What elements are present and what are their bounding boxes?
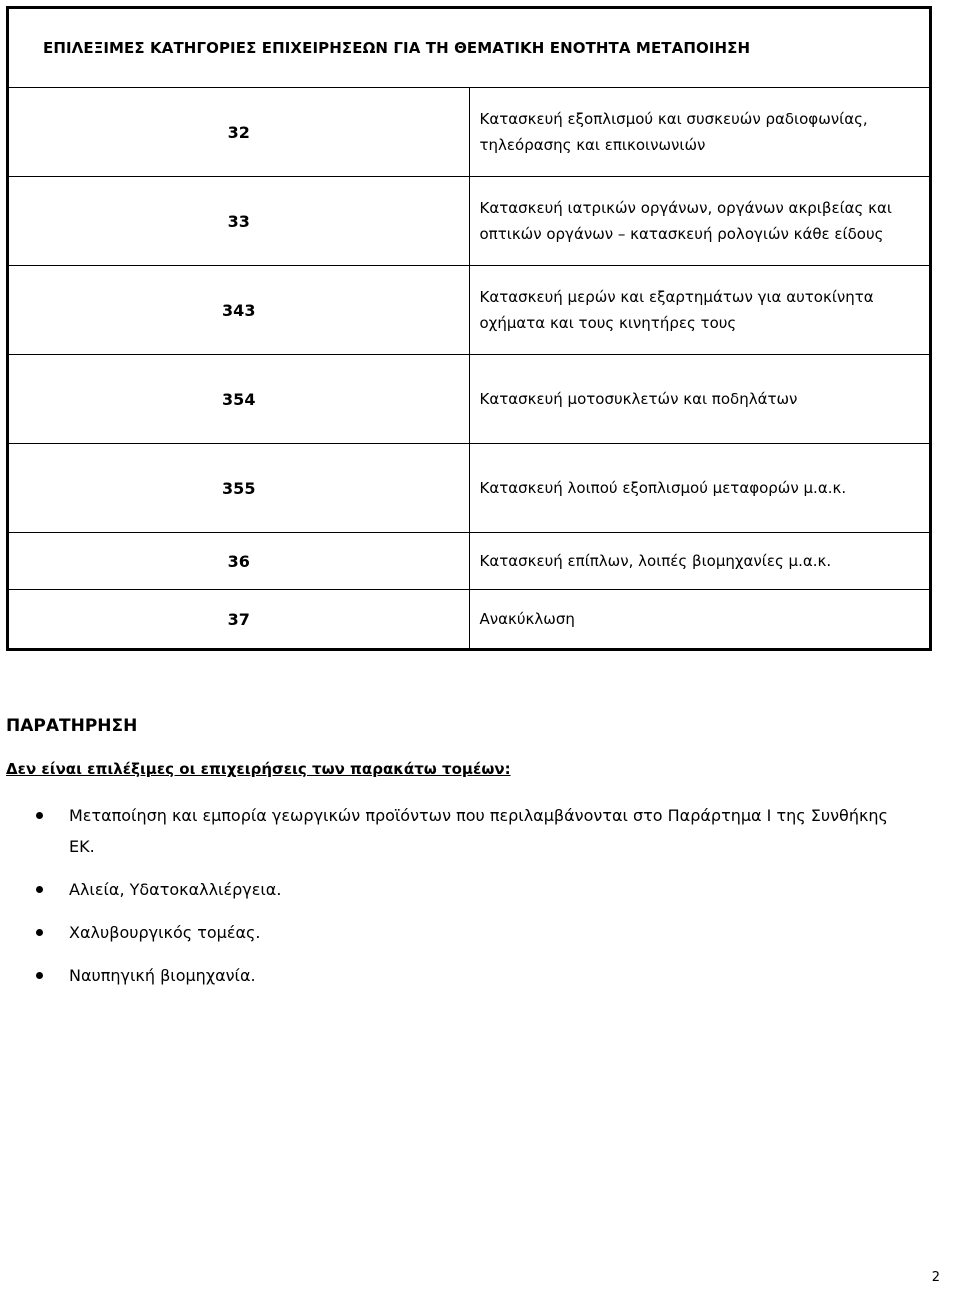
row-code: 36 — [8, 533, 470, 590]
list-item — [36, 800, 896, 862]
table-row — [8, 177, 931, 266]
list-item — [36, 917, 896, 948]
list-item-text: Μεταποίηση και εμπορία γεωργικών προϊόντων που περιλαμβάνονται στο Παράρτημα Ι της Συνθήκης ΕΚ. — [69, 806, 888, 856]
note-title: ΠΑΡΑΤΗΡΗΣΗ — [6, 716, 138, 736]
row-description: Κατασκευή μερών και εξαρτημάτων για αυτοκίνητα οχήματα και τους κινητήρες τους — [469, 266, 931, 355]
row-description: Κατασκευή εξοπλισμού και συσκευών ραδιοφωνίας, τηλεόρασης και επικοινωνιών — [469, 88, 931, 177]
row-code: 33 — [8, 177, 470, 266]
table-row — [8, 444, 931, 533]
table-row — [8, 533, 931, 590]
bullet-icon — [36, 812, 43, 819]
row-description: Ανακύκλωση — [469, 590, 931, 650]
bullet-icon — [36, 886, 43, 893]
excluded-sectors-list — [36, 800, 896, 1003]
row-description: Κατασκευή λοιπού εξοπλισμού μεταφορών μ.α.κ. — [469, 444, 931, 533]
categories-table — [6, 6, 932, 651]
list-item-text: Αλιεία, Υδατοκαλλιέργεια. — [69, 880, 282, 899]
list-item — [36, 874, 896, 905]
row-code: 32 — [8, 88, 470, 177]
row-description: Κατασκευή μοτοσυκλετών και ποδηλάτων — [469, 355, 931, 444]
table-row — [8, 266, 931, 355]
table-row — [8, 355, 931, 444]
bullet-icon — [36, 972, 43, 979]
table-title: ΕΠΙΛΕΞΙΜΕΣ ΚΑΤΗΓΟΡΙΕΣ ΕΠΙΧΕΙΡΗΣΕΩΝ ΓΙΑ ΤΗ ΘΕΜΑΤΙΚΗ ΕΝΟΤΗΤΑ ΜΕΤΑΠΟΙΗΣΗ — [8, 8, 931, 88]
row-code: 37 — [8, 590, 470, 650]
note-subtitle: Δεν είναι επιλέξιμες οι επιχειρήσεις των παρακάτω τομέων: — [6, 760, 511, 778]
row-code: 343 — [8, 266, 470, 355]
row-description: Κατασκευή επίπλων, λοιπές βιομηχανίες μ.α.κ. — [469, 533, 931, 590]
list-item — [36, 960, 896, 991]
row-code: 355 — [8, 444, 470, 533]
row-code: 354 — [8, 355, 470, 444]
table-row — [8, 88, 931, 177]
page-number: 2 — [931, 1270, 940, 1285]
table-header-row — [8, 8, 931, 88]
list-item-text: Χαλυβουργικός τομέας. — [69, 923, 261, 942]
row-description: Κατασκευή ιατρικών οργάνων, οργάνων ακριβείας και οπτικών οργάνων – κατασκευή ρολογιών κάθε είδους — [469, 177, 931, 266]
list-item-text: Ναυπηγική βιομηχανία. — [69, 966, 256, 985]
bullet-icon — [36, 929, 43, 936]
table-row — [8, 590, 931, 650]
